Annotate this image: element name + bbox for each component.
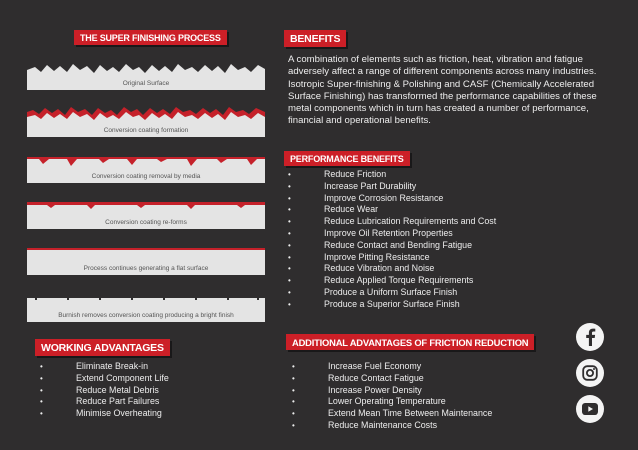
- list-item: • Increase Part Durability: [288, 180, 417, 191]
- list-item: • Reduce Lubrication Requirements and Cost: [288, 216, 497, 227]
- process-title: THE SUPER FINISHING PROCESS: [74, 30, 227, 45]
- list-item: • Extend Component Life: [40, 372, 169, 383]
- youtube-icon[interactable]: [576, 395, 604, 423]
- list-item: • Produce a Superior Surface Finish: [288, 298, 460, 309]
- performance-list: [288, 169, 496, 311]
- list-item: • Produce a Uniform Surface Finish: [288, 286, 458, 297]
- performance-title: PERFORMANCE BENEFITS: [284, 151, 410, 166]
- list-item: • Lower Operating Temperature: [292, 396, 446, 407]
- list-item: • Increase Fuel Economy: [292, 361, 422, 371]
- facebook-icon[interactable]: [576, 323, 604, 351]
- list-item: • Improve Oil Retention Properties: [288, 227, 453, 238]
- instagram-icon[interactable]: [576, 359, 604, 387]
- benefits-paragraph: A combination of elements such as friction, heat, vibration and fatigue adversely affect a range of different components across many industries. Isotropic Super-finishing & Polishing and CASF (Chemically Accelerated Surface Finishing) has transformed the performance capabilities of these metal components which in turn has created a number of performance, financial and operational benefits.: [288, 54, 597, 127]
- stage-coating-reforms: [27, 199, 265, 229]
- additional-list: [292, 361, 492, 432]
- list-item: • Reduce Metal Debris: [40, 384, 159, 395]
- stage-flat-surface: [27, 245, 265, 275]
- list-item: • Reduce Wear: [288, 204, 379, 215]
- stage-burnish: [27, 292, 265, 322]
- list-item: • Reduce Part Failures: [40, 396, 160, 407]
- list-item: • Increase Power Density: [292, 384, 422, 395]
- list-item: • Improve Corrosion Resistance: [288, 192, 444, 203]
- list-item: • Eliminate Break-in: [40, 361, 149, 371]
- stage-coating-removal: [27, 153, 265, 183]
- list-item: • Reduce Vibration and Noise: [288, 263, 435, 274]
- stage-caption: Original Surface: [122, 80, 170, 87]
- working-list: [40, 361, 169, 420]
- list-item: • Improve Pitting Resistance: [288, 251, 430, 262]
- list-item: • Minimise Overheating: [40, 408, 162, 419]
- list-item: • Reduce Contact and Bending Fatigue: [288, 239, 473, 250]
- stage-caption: Burnish removes conversion coating producing a bright finish: [58, 312, 234, 319]
- stage-original-surface: [27, 60, 265, 90]
- stage-caption: Conversion coating re-forms: [105, 219, 187, 226]
- list-item: • Reduce Maintenance Costs: [292, 419, 438, 430]
- stage-caption: Conversion coating removal by media: [91, 173, 201, 180]
- stage-caption: Conversion coating formation: [103, 127, 189, 134]
- stage-caption: Process continues generating a flat surface: [83, 265, 209, 272]
- stage-coating-formation: [27, 107, 265, 137]
- additional-title: ADDITIONAL ADVANTAGES OF FRICTION REDUCTION: [286, 334, 534, 350]
- working-title: WORKING ADVANTAGES: [35, 339, 170, 356]
- list-item: • Reduce Applied Torque Requirements: [288, 275, 474, 286]
- benefits-title: BENEFITS: [284, 30, 346, 47]
- list-item: • Reduce Contact Fatigue: [292, 372, 424, 383]
- list-item: • Extend Mean Time Between Maintenance: [292, 408, 493, 419]
- list-item: • Reduce Friction: [288, 169, 387, 179]
